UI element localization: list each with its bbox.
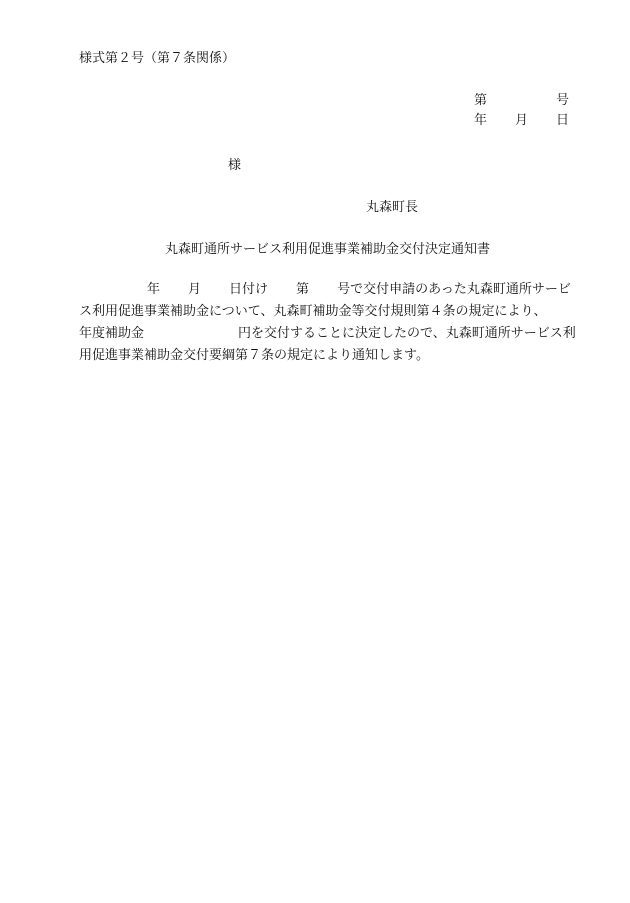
document-number-prefix: 第: [474, 93, 488, 108]
body-line-4: 用促進事業補助金交付要綱第７条の規定により通知します。: [79, 348, 429, 363]
body-paragraph: [79, 279, 579, 367]
form-number: 様式第２号（第７条関係）: [79, 51, 236, 66]
body-line-2: ス利用促進事業補助金について、丸森町補助金等交付規則第４条の規定により、: [79, 304, 547, 319]
body-month-label: 月: [188, 282, 202, 297]
body-year-label: 年: [147, 282, 161, 297]
date-month-label: 月: [515, 113, 529, 128]
date-year-label: 年: [474, 113, 488, 128]
body-date-suffix: 日付け: [229, 282, 269, 297]
body-line-1: [79, 279, 579, 301]
addressee-suffix: 様: [228, 158, 242, 173]
body-grant-label: 年度補助金: [79, 326, 145, 341]
body-line-1-text: 号で交付申請のあった丸森町通所サービ: [337, 282, 571, 297]
document-title: 丸森町通所サービス利用促進事業補助金交付決定通知書: [165, 242, 491, 257]
date-day-label: 日: [556, 113, 570, 128]
body-no-label: 第: [296, 282, 310, 297]
body-line-3: [79, 323, 579, 345]
body-line-3-text: 円を交付することに決定したので、丸森町通所サービス利: [238, 326, 576, 341]
sender-name: 丸森町長: [366, 200, 419, 215]
document-number-suffix: 号: [556, 93, 570, 108]
